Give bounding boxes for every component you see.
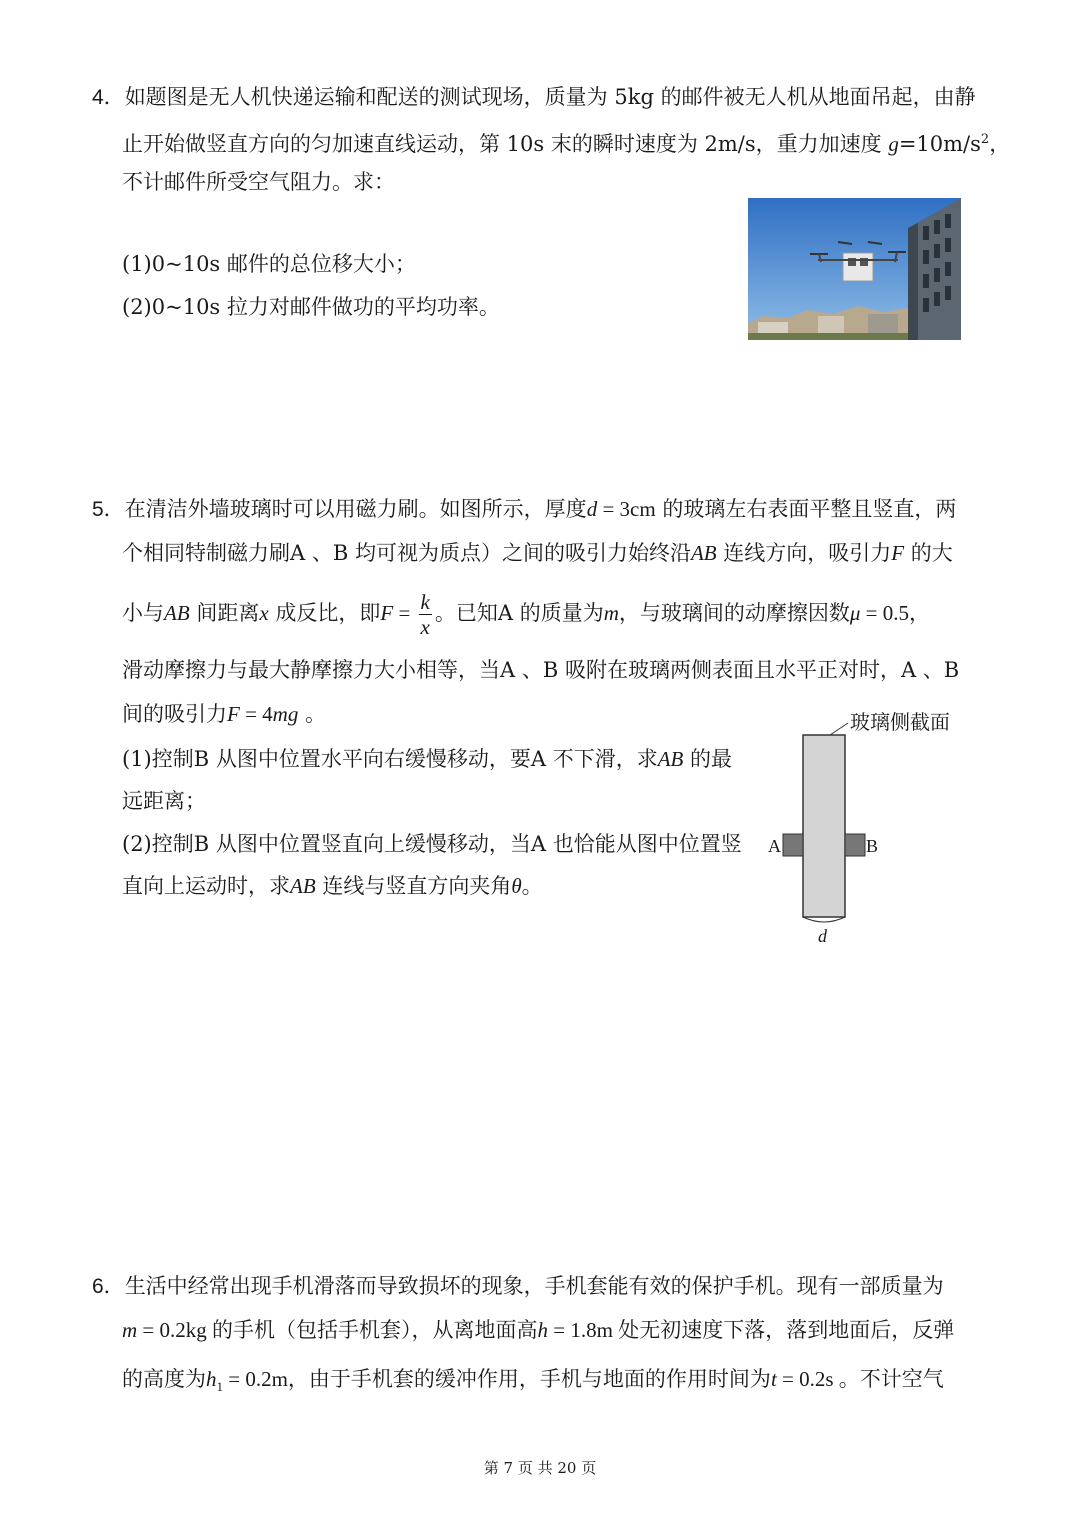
brush-a <box>783 834 803 856</box>
fraction-k-over-x: $\frac{k}{x}$ <box>420 590 430 639</box>
glass-cross-section-diagram <box>760 705 970 950</box>
q4-sub2: (2)0~10s 拉力对邮件做功的平均功率。 <box>122 295 500 319</box>
q6-line3: 的高度为$h_1 = 0.2m$，由于手机套的缓冲作用，手机与地面的作用时间为t = 0.2s 。不计空气 <box>122 1367 944 1395</box>
fig-label-d: d <box>818 926 827 946</box>
q4-line2: 止开始做竖直方向的匀加速直线运动，第 10s 末的瞬时速度为 2m/s，重力加速度 $g=10m/s^2$， <box>122 132 1011 156</box>
q5-line3: 小与AB 间距离x 成反比，即F = $\frac{k}{x}$ 。已知A 的质量为m，与玻璃间的动摩擦因数μ = 0.5， <box>122 590 931 639</box>
drone-photo-svg <box>748 198 961 340</box>
q5-sub1-line2: 远距离； <box>122 789 206 813</box>
q5-sub2-line2: 直向上运动时，求AB 连线与竖直方向夹角θ。 <box>122 874 543 898</box>
fig-label-b: B <box>866 836 879 856</box>
q4-line3: 不计邮件所受空气阻力。求： <box>122 170 395 194</box>
q5-line2: 个相同特制磁力刷A 、B 均可视为质点）之间的吸引力始终沿AB 连线方向，吸引力F 的大 <box>122 541 953 565</box>
fig-caption: 玻璃侧截面 <box>850 710 950 734</box>
drone-photo <box>748 198 961 340</box>
page-footer: 第 7 页 共 20 页 <box>483 1459 597 1477</box>
glass-pane <box>803 735 845 917</box>
brush-b <box>845 834 865 856</box>
q5-line1: 5．在清洁外墙玻璃时可以用磁力刷。如图所示，厚度d = 3cm 的玻璃左右表面平整且竖直，两 <box>92 497 957 521</box>
q6-line1: 6．生活中经常出现手机滑落而导致损坏的现象，手机套能有效的保护手机。现有一部质量为 <box>92 1274 944 1298</box>
q5-sub2-line1: (2)控制B 从图中位置竖直向上缓慢移动，当A 也恰能从图中位置竖 <box>122 832 742 856</box>
q4-line1: 4．如题图是无人机快递运输和配送的测试现场，质量为 5kg 的邮件被无人机从地面吊起，由静 <box>92 85 976 109</box>
q4-sub1: (1)0~10s 邮件的总位移大小； <box>122 252 416 276</box>
fig-label-a: A <box>768 836 781 856</box>
q5-sub1-line1: (1)控制B 从图中位置水平向右缓慢移动，要A 不下滑，求AB 的最 <box>122 747 733 771</box>
caption-leader-line <box>830 723 848 735</box>
q6-line2: m = 0.2kg 的手机（包括手机套），从离地面高h = 1.8m 处无初速度下落，落到地面后，反弹 <box>122 1318 955 1342</box>
q5-line4: 滑动摩擦力与最大静摩擦力大小相等，当A 、B 吸附在玻璃两侧表面且水平正对时，A 、B <box>122 658 960 682</box>
q5-line5: 间的吸引力F = 4mg 。 <box>122 702 327 726</box>
